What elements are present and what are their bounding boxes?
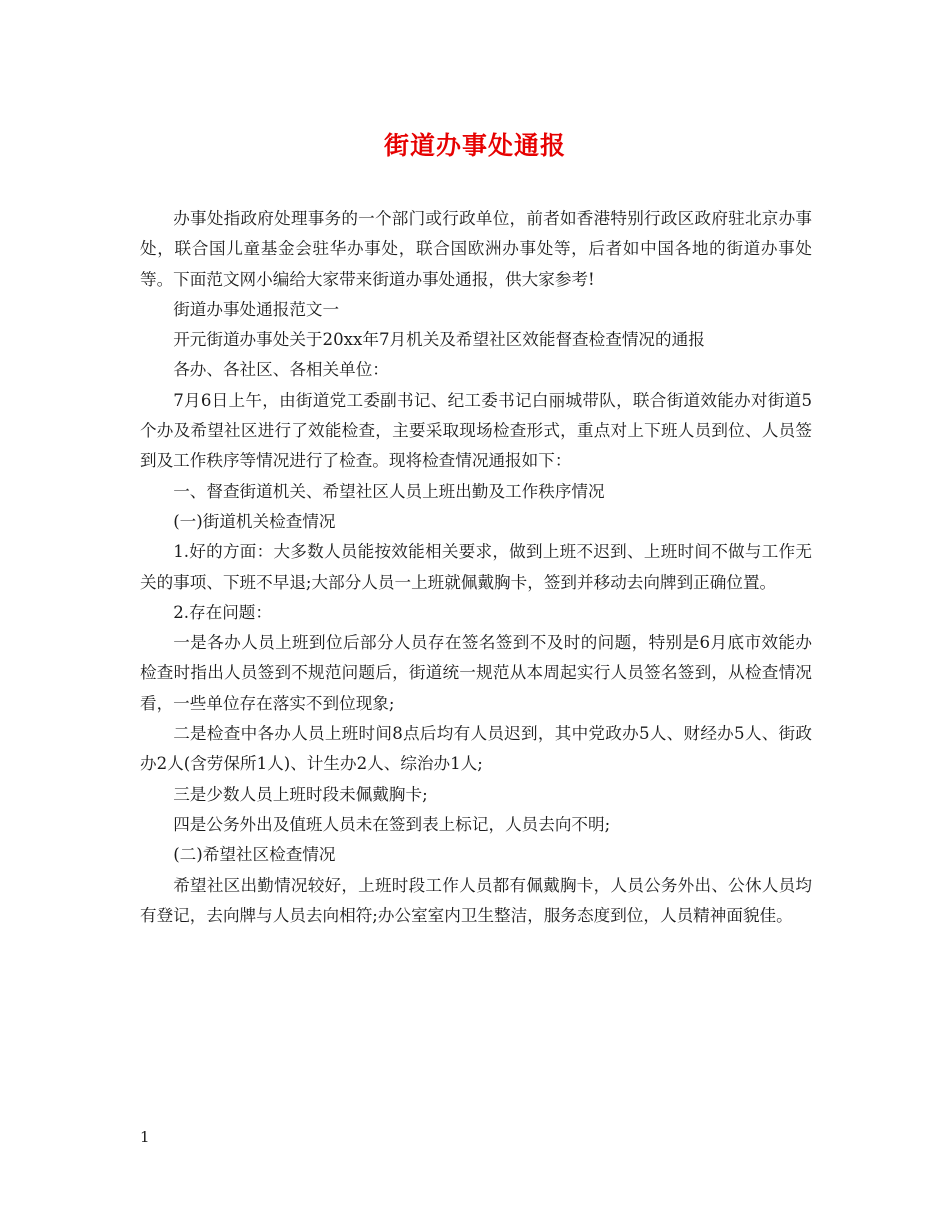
document-title: 街道办事处通报	[383, 131, 566, 160]
paragraph: 1.好的方面：大多数人员能按效能相关要求，做到上班不迟到、上班时间不做与工作无关的事项、下班不早退;大部分人员一上班就佩戴胸卡，签到并移动去向牌到正确位置。	[140, 542, 812, 592]
paragraph: 一、督查街道机关、希望社区人员上班出勤及工作秩序情况	[173, 481, 605, 501]
paragraph: 街道办事处通报范文一	[173, 299, 340, 319]
paragraph: 三是少数人员上班时段未佩戴胸卡;	[173, 784, 428, 804]
paragraph: 7月6日上午，由街道党工委副书记、纪工委书记白丽城带队，联合街道效能办对街道5个办及希望社区进行了效能检查，主要采取现场检查形式，重点对上下班人员到位、人员签到及工作秩序等情况进行了检查。现将检查情况通报如下：	[140, 390, 812, 471]
document-body	[140, 204, 812, 931]
paragraph: 希望社区出勤情况较好，上班时段工作人员都有佩戴胸卡，人员公务外出、公休人员均有登记，去向牌与人员去向相符;办公室室内卫生整洁，服务态度到位，人员精神面貌佳。	[140, 875, 812, 925]
paragraph: (二)希望社区检查情况	[173, 845, 336, 865]
page-number: 1	[140, 1128, 150, 1146]
paragraph: 开元街道办事处关于20xx年7月机关及希望社区效能督查检查情况的通报	[173, 330, 705, 350]
paragraph: 各办、各社区、各相关单位：	[173, 360, 389, 380]
paragraph: 办事处指政府处理事务的一个部门或行政单位，前者如香港特别行政区政府驻北京办事处，联合国儿童基金会驻华办事处，联合国欧洲办事处等，后者如中国各地的街道办事处等。下面范文网小编给大家带来街道办事处通报，供大家参考!	[140, 209, 812, 289]
paragraph: 一是各办人员上班到位后部分人员存在签名签到不及时的问题，特别是6月底市效能办检查时指出人员签到不规范问题后，街道统一规范从本周起实行人员签名签到，从检查情况看，一些单位存在落实不到位现象;	[140, 633, 812, 713]
paragraph: 二是检查中各办人员上班时间8点后均有人员迟到，其中党政办5人、财经办5人、街政办2人(含劳保所1人)、计生办2人、综治办1人;	[140, 724, 812, 774]
paragraph: 四是公务外出及值班人员未在签到表上标记，人员去向不明;	[173, 814, 611, 834]
paragraph: 2.存在问题：	[173, 602, 272, 622]
paragraph: (一)街道机关检查情况	[173, 511, 336, 531]
